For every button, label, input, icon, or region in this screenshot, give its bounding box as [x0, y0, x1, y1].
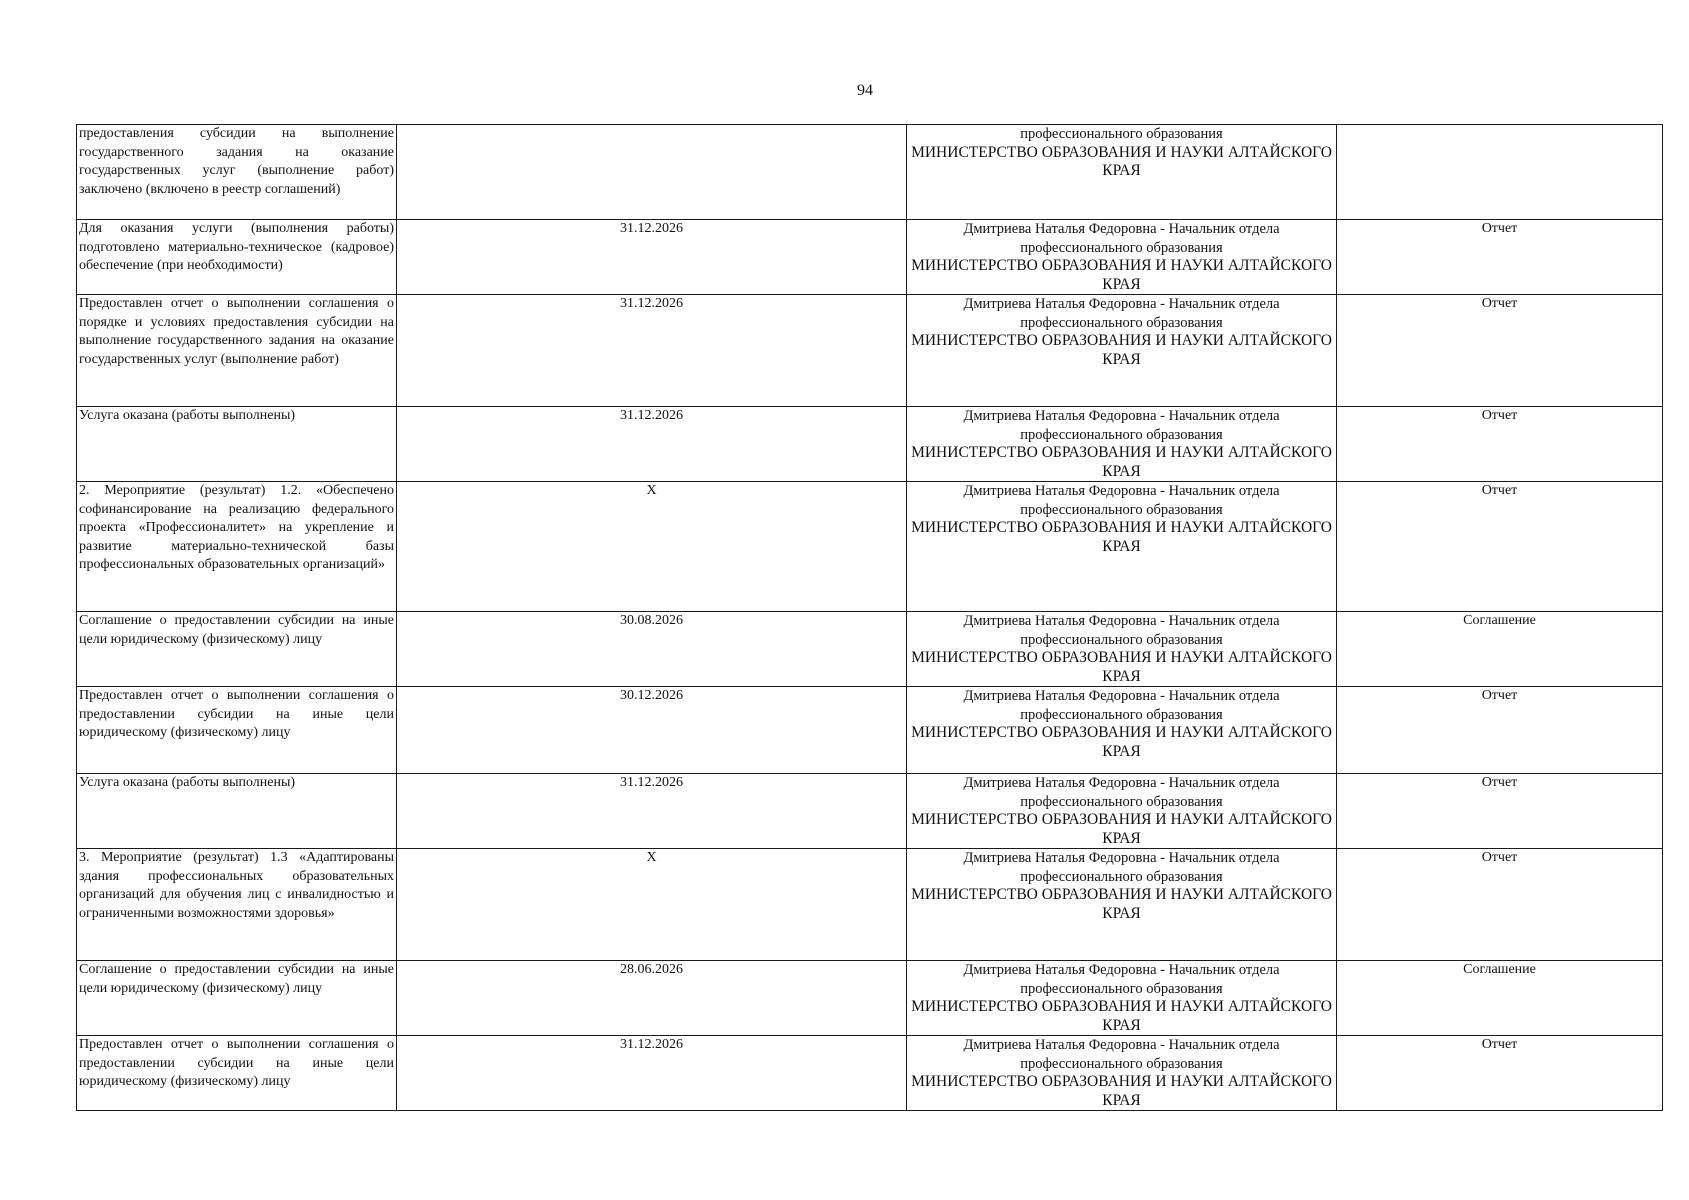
responsible-cell [907, 774, 1337, 849]
responsible-ministry: МИНИСТЕРСТВО ОБРАЗОВАНИЯ И НАУКИ АЛТАЙСКОГО КРАЯ [911, 811, 1332, 847]
responsible-ministry: МИНИСТЕРСТВО ОБРАЗОВАНИЯ И НАУКИ АЛТАЙСКОГО КРАЯ [911, 886, 1332, 922]
table-row [77, 482, 1663, 612]
table-row [77, 125, 1663, 220]
document-cell: Отчет [1337, 295, 1663, 407]
responsible-department: профессионального образования [1020, 980, 1223, 997]
date-cell: 31.12.2026 [397, 774, 907, 849]
document-cell: Отчет [1337, 482, 1663, 612]
event-cell: предоставления субсидии на выполнение государственного задания на оказание государственных услуг (выполнение работ) заключено (включено в реестр соглашений) [77, 125, 397, 220]
date-cell: 30.12.2026 [397, 687, 907, 774]
responsible-cell [907, 295, 1337, 407]
responsible-ministry: МИНИСТЕРСТВО ОБРАЗОВАНИЯ И НАУКИ АЛТАЙСКОГО КРАЯ [911, 724, 1332, 760]
responsible-department: профессионального образования [1020, 868, 1223, 885]
plan-table [76, 124, 1663, 1111]
responsible-cell [907, 482, 1337, 612]
responsible-name: Дмитриева Наталья Федоровна - Начальник отдела [963, 688, 1280, 704]
event-cell: 2. Мероприятие (результат) 1.2. «Обеспечено софинансирование на реализацию федерального проекта «Профессионалитет» на укрепление и развитие материально-технической базы профессиональных образовательных организаций» [77, 482, 397, 612]
responsible-ministry: МИНИСТЕРСТВО ОБРАЗОВАНИЯ И НАУКИ АЛТАЙСКОГО КРАЯ [911, 1073, 1332, 1109]
date-cell: 31.12.2026 [397, 1036, 907, 1111]
document-cell: Соглашение [1337, 612, 1663, 687]
document-cell: Отчет [1337, 774, 1663, 849]
responsible-name: Дмитриева Наталья Федоровна - Начальник отдела [963, 850, 1280, 866]
document-cell: Соглашение [1337, 961, 1663, 1036]
event-cell: Услуга оказана (работы выполнены) [77, 774, 397, 849]
table-row [77, 774, 1663, 849]
responsible-ministry: МИНИСТЕРСТВО ОБРАЗОВАНИЯ И НАУКИ АЛТАЙСКОГО КРАЯ [911, 649, 1332, 685]
responsible-name: Дмитриева Наталья Федоровна - Начальник отдела [963, 1037, 1280, 1053]
responsible-cell [907, 687, 1337, 774]
table-row [77, 612, 1663, 687]
responsible-ministry: МИНИСТЕРСТВО ОБРАЗОВАНИЯ И НАУКИ АЛТАЙСКОГО КРАЯ [911, 519, 1332, 555]
event-cell: Соглашение о предоставлении субсидии на иные цели юридическому (физическому) лицу [77, 961, 397, 1036]
responsible-cell [907, 407, 1337, 482]
responsible-department: профессионального образования [1020, 501, 1223, 518]
table-row [77, 295, 1663, 407]
responsible-cell [907, 125, 1337, 220]
date-cell: 31.12.2026 [397, 220, 907, 295]
date-cell: 31.12.2026 [397, 295, 907, 407]
event-cell: Для оказания услуги (выполнения работы) подготовлено материально-техническое (кадровое) обеспечение (при необходимости) [77, 220, 397, 295]
document-cell: Отчет [1337, 687, 1663, 774]
responsible-ministry: МИНИСТЕРСТВО ОБРАЗОВАНИЯ И НАУКИ АЛТАЙСКОГО КРАЯ [911, 143, 1332, 179]
event-cell: Предоставлен отчет о выполнении соглашения о предоставлении субсидии на иные цели юридическому (физическому) лицу [77, 687, 397, 774]
responsible-name: Дмитриева Наталья Федоровна - Начальник отдела [963, 962, 1280, 978]
document-cell [1337, 125, 1663, 220]
responsible-department: профессионального образования [1020, 239, 1223, 256]
responsible-ministry: МИНИСТЕРСТВО ОБРАЗОВАНИЯ И НАУКИ АЛТАЙСКОГО КРАЯ [911, 332, 1332, 368]
responsible-name: Дмитриева Наталья Федоровна - Начальник отдела [963, 296, 1280, 312]
responsible-department: профессионального образования [1020, 631, 1223, 648]
responsible-name: Дмитриева Наталья Федоровна - Начальник отдела [963, 483, 1280, 499]
event-cell: Соглашение о предоставлении субсидии на иные цели юридическому (физическому) лицу [77, 612, 397, 687]
document-cell: Отчет [1337, 1036, 1663, 1111]
page-number: 94 [857, 82, 873, 99]
responsible-ministry: МИНИСТЕРСТВО ОБРАЗОВАНИЯ И НАУКИ АЛТАЙСКОГО КРАЯ [911, 444, 1332, 480]
responsible-cell [907, 612, 1337, 687]
responsible-cell [907, 961, 1337, 1036]
responsible-cell [907, 849, 1337, 961]
table-row [77, 407, 1663, 482]
responsible-department: профессионального образования [1020, 793, 1223, 810]
date-cell: 30.08.2026 [397, 612, 907, 687]
responsible-department: профессионального образования [1020, 126, 1223, 142]
event-cell: 3. Мероприятие (результат) 1.3 «Адаптированы здания профессиональных образовательных организаций для обучения лиц с инвалидностью и ограниченными возможностями здоровья» [77, 849, 397, 961]
event-cell: Предоставлен отчет о выполнении соглашения о порядке и условиях предоставления субсидии на выполнение государственного задания на оказание государственных услуг (выполнение работ) [77, 295, 397, 407]
responsible-name: Дмитриева Наталья Федоровна - Начальник отдела [963, 408, 1280, 424]
table-row [77, 961, 1663, 1036]
table-row [77, 220, 1663, 295]
responsible-department: профессионального образования [1020, 314, 1223, 331]
date-cell: 31.12.2026 [397, 407, 907, 482]
document-cell: Отчет [1337, 220, 1663, 295]
document-cell: Отчет [1337, 849, 1663, 961]
responsible-name: Дмитриева Наталья Федоровна - Начальник отдела [963, 613, 1280, 629]
table-row [77, 849, 1663, 961]
date-cell [397, 125, 907, 220]
responsible-department: профессионального образования [1020, 1055, 1223, 1072]
table-row [77, 687, 1663, 774]
event-cell: Услуга оказана (работы выполнены) [77, 407, 397, 482]
responsible-ministry: МИНИСТЕРСТВО ОБРАЗОВАНИЯ И НАУКИ АЛТАЙСКОГО КРАЯ [911, 998, 1332, 1034]
event-cell: Предоставлен отчет о выполнении соглашения о предоставлении субсидии на иные цели юридическому (физическому) лицу [77, 1036, 397, 1111]
date-cell: X [397, 482, 907, 612]
responsible-cell [907, 220, 1337, 295]
responsible-ministry: МИНИСТЕРСТВО ОБРАЗОВАНИЯ И НАУКИ АЛТАЙСКОГО КРАЯ [911, 257, 1332, 293]
document-cell: Отчет [1337, 407, 1663, 482]
date-cell: 28.06.2026 [397, 961, 907, 1036]
responsible-name: Дмитриева Наталья Федоровна - Начальник отдела [963, 221, 1280, 237]
responsible-department: профессионального образования [1020, 706, 1223, 723]
responsible-cell [907, 1036, 1337, 1111]
responsible-department: профессионального образования [1020, 426, 1223, 443]
date-cell: X [397, 849, 907, 961]
responsible-name: Дмитриева Наталья Федоровна - Начальник отдела [963, 775, 1280, 791]
table-row [77, 1036, 1663, 1111]
